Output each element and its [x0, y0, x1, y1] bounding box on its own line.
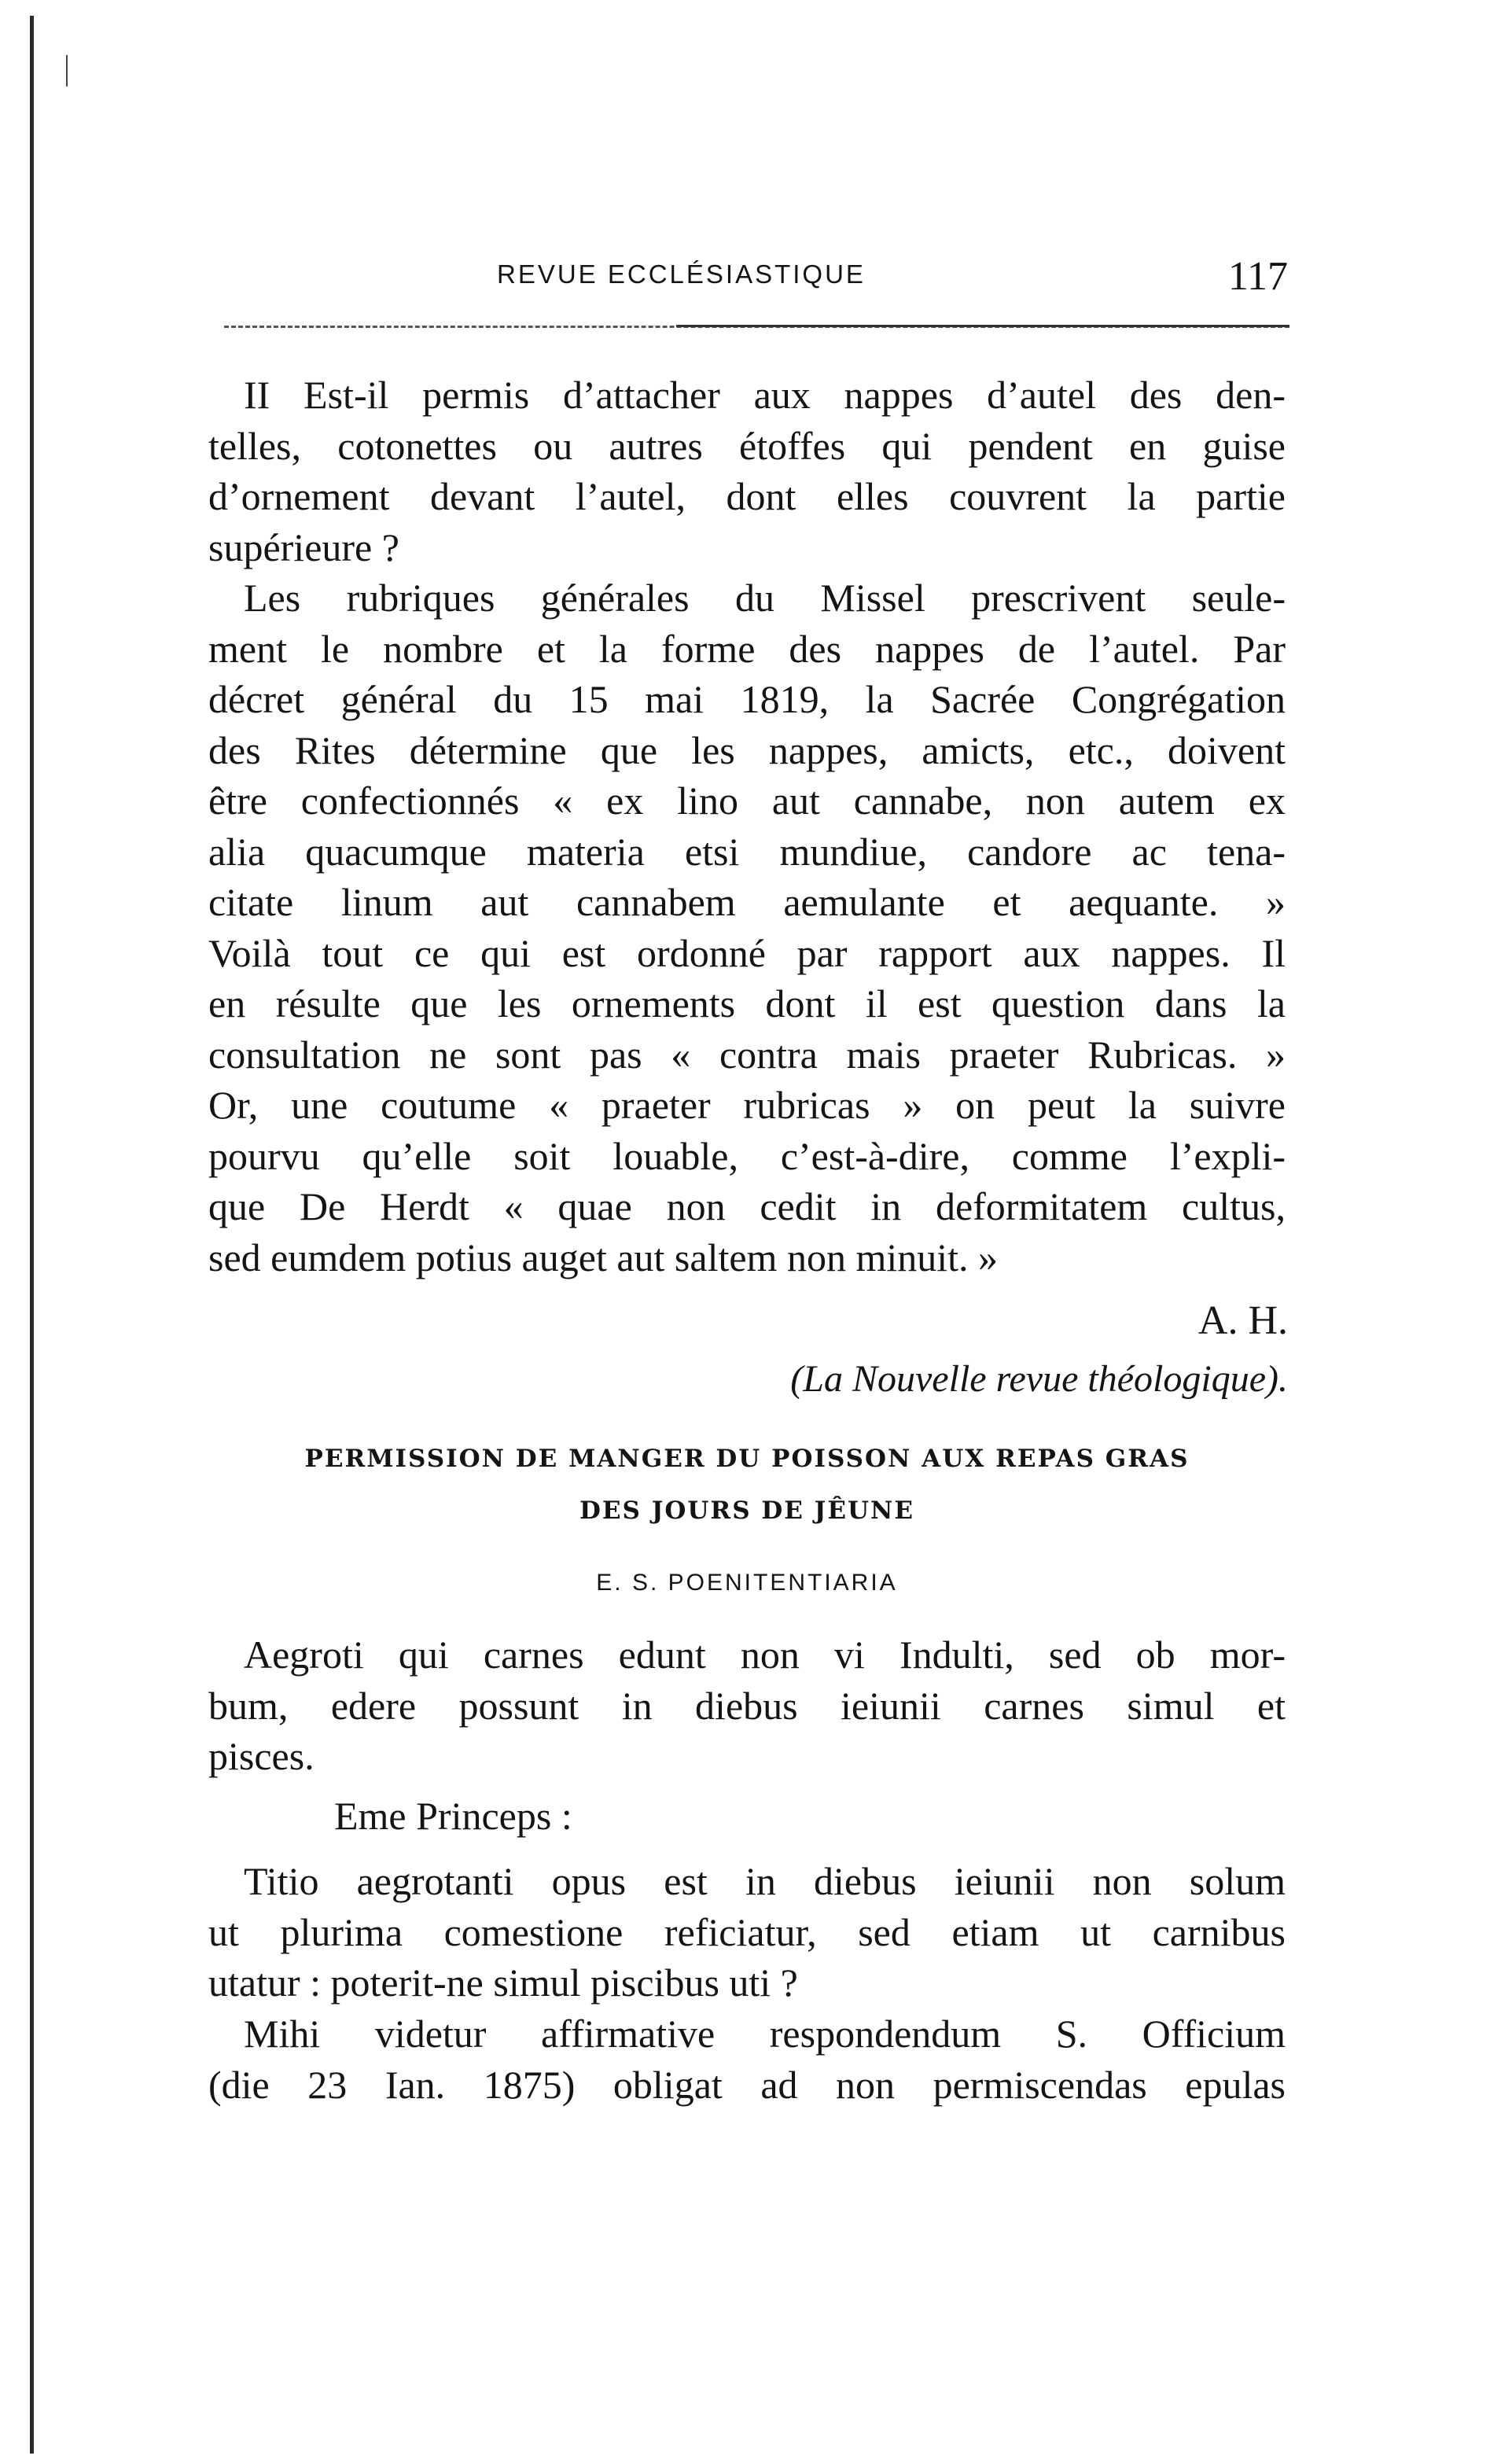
answer-line: ment le nombre et la forme des nappes de l’autel. Par — [208, 626, 1286, 671]
journal-title: REVUE ECCLÉSIASTIQUE — [497, 260, 866, 289]
petition-line: utatur : poterit-ne simul piscibus uti ? — [208, 1960, 798, 2005]
salutation: Eme Princeps : — [334, 1794, 572, 1838]
summary-line: bum, edere possunt in diebus ieiunii carnes simul et — [208, 1683, 1286, 1728]
header-rule-solid — [676, 325, 1289, 327]
answer-line: Or, une coutume « praeter rubricas » on peut la suivre — [208, 1083, 1286, 1127]
question-line: d’ornement devant l’autel, dont elles couvrent la partie — [208, 474, 1286, 518]
article-question — [208, 370, 1286, 572]
page-number: 117 — [1227, 254, 1288, 299]
page-binding-mark — [66, 55, 68, 87]
answer-line: Voilà tout ce qui est ordonné par rapport aux nappes. Il — [208, 930, 1286, 975]
question-line: supérieure ? — [208, 525, 399, 569]
article-answer — [208, 572, 1286, 1283]
petition-line: ut plurima comestione reficiatur, sed etiam ut carnibus — [208, 1909, 1286, 1954]
source-citation: (La Nouvelle revue théologique). — [790, 1358, 1288, 1400]
reply-line: (die 23 Ian. 1875) obligat ad non permiscendas epulas — [208, 2062, 1286, 2107]
answer-line: décret général du 15 mai 1819, la Sacrée Congrégation — [208, 677, 1286, 721]
answer-line: citate linum aut cannabem aemulante et aequante. » — [208, 880, 1286, 924]
petition-line: Titio aegrotanti opus est in diebus ieiunii non solum — [244, 1859, 1286, 1903]
section-title-line: PERMISSION DE MANGER DU POISSON AUX REPAS GRAS — [304, 1445, 1190, 1473]
answer-line: consultation ne sont pas « contra mais praeter Rubricas. » — [208, 1032, 1286, 1077]
subheading: E. S. POENITENTIARIA — [596, 1570, 898, 1596]
answer-line: Les rubriques générales du Missel prescrivent seule- — [244, 576, 1286, 620]
summary-paragraph — [208, 1629, 1286, 1782]
author-signature: A. H. — [1197, 1298, 1288, 1343]
answer-line: sed eumdem potius auget aut saltem non minuit. » — [208, 1235, 999, 1279]
answer-line: en résulte que les ornements dont il est question dans la — [208, 981, 1286, 1025]
answer-line: pourvu qu’elle soit louable, c’est-à-dire, comme l’expli- — [208, 1133, 1286, 1178]
answer-line: alia quacumque materia etsi mundiue, candore ac tena- — [208, 829, 1286, 874]
question-line: II Est-il permis d’attacher aux nappes d’autel des den- — [244, 373, 1286, 417]
answer-line: être confectionnés « ex lino aut cannabe, non autem ex — [208, 779, 1286, 823]
summary-line: Aegroti qui carnes edunt non vi Indulti, sed ob mor- — [244, 1633, 1286, 1677]
petition-paragraph — [208, 1856, 1286, 2008]
answer-line: que De Herdt « quae non cedit in deformitatem cultus, — [208, 1184, 1286, 1228]
reply-line: Mihi videtur affirmative respondendum S. Officium — [244, 2012, 1286, 2056]
answer-line: des Rites détermine que les nappes, amicts, etc., doivent — [208, 727, 1286, 772]
running-head — [208, 253, 1288, 300]
section-title — [208, 1433, 1286, 1537]
section-title-line: DES JOURS DE JÊUNE — [579, 1497, 914, 1525]
question-line: telles, cotonettes ou autres étoffes qui pendent en guise — [208, 423, 1286, 468]
reply-paragraph — [208, 2008, 1286, 2110]
page-binding-edge — [30, 16, 34, 2454]
summary-line: pisces. — [208, 1734, 315, 1778]
